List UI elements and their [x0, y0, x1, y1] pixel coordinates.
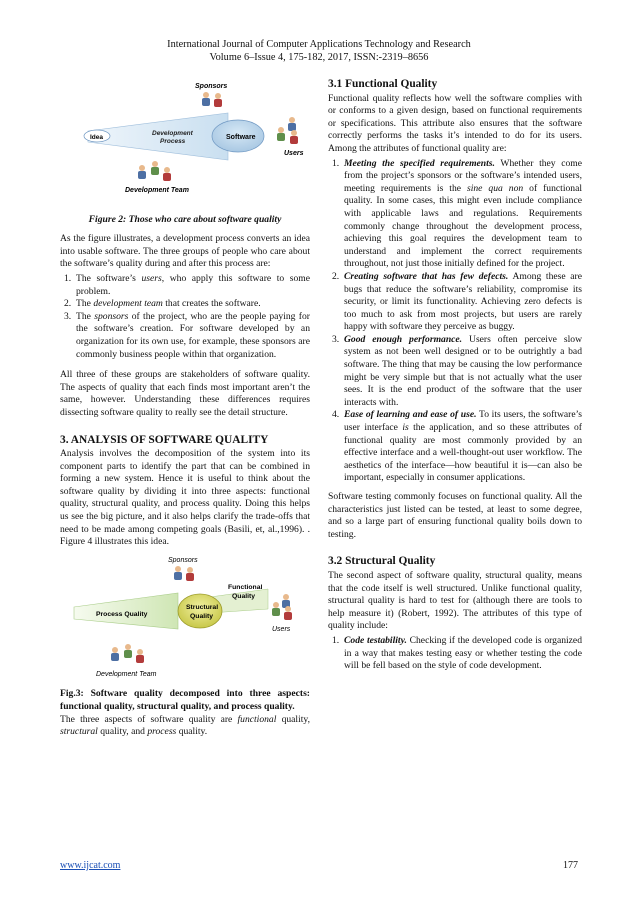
journal-volume: Volume 6–Issue 4, 175-182, 2017, ISSN:-2319–8656 [209, 52, 429, 63]
stakeholder-list [60, 273, 310, 361]
fig3-users-label: Users [272, 625, 291, 633]
stakeholder-paragraph: All three of these groups are stakeholders of software quality. The aspects of quality that each finds most important aren’t the same, however. Understanding these differences requires dissecting software quality to really see the detail structure. [60, 369, 310, 418]
figure-3-diagram [60, 549, 310, 684]
process-quality-label: Process Quality [96, 610, 148, 618]
functional-label-2: Quality [232, 592, 256, 600]
functional-quality-intro: Functional quality reflects how well the software complies with or conforms to a given design, based on functional requirements or specifications. This attribute also ensures that the software correctly performs the tasks it’s intended to do for its users. Among the attributes of functional quality are: [328, 92, 582, 154]
figure-2 [60, 78, 310, 226]
list-item: 1. Code testability. Checking if the developed code is organized in a way that makes testing easy or whether testing the code will be fell based on the style of code development. [332, 634, 582, 672]
development-team-icon [111, 644, 144, 663]
figure-2-caption: Figure 2: Those who care about software quality [88, 213, 282, 225]
figure-intro-paragraph: As the figure illustrates, a development process converts an idea into usable software. The three groups of people who care about the software’s quality during and after this process are: [60, 233, 310, 270]
sponsor-people-icon [174, 566, 194, 581]
list-item: 3. The sponsors of the project, who are the people paying for the software’s creation. For software developed by an organization for its own use, for example, these sponsors are commonly business people within that organization. [64, 310, 310, 360]
software-label: Software [226, 134, 256, 141]
analysis-paragraph: Analysis involves the decomposition of the system into its component parts to identify the part that can be combined in forming a new system. Hence it is useful to think about the software quality by dividing it into three aspects: functional quality, structural quality, and process quality. Doing this helps us see the big picture, and it also helps clarify the trade-offs that need to be made among competing goals (Basili, et, al.,1996). . Figure 4 illustrates this idea. [60, 448, 310, 548]
fig2-users-label: Users [284, 150, 304, 157]
structural-label-2: Quality [190, 612, 214, 620]
left-column [60, 78, 310, 739]
closing-paragraph: The three aspects of software quality are functional quality, structural quality, and process quality. [60, 713, 310, 738]
structural-quality-ellipse [178, 594, 222, 628]
fig2-dev-team-label: Development Team [125, 187, 189, 194]
journal-header [0, 38, 638, 64]
functional-label-1: Functional [228, 583, 263, 591]
structural-attributes-list [328, 635, 582, 673]
list-item: 2. The development team that creates the software. [64, 298, 261, 310]
page-number: 177 [563, 860, 578, 871]
journal-title: International Journal of Computer Applications Technology and Research [167, 39, 471, 50]
fig2-sponsors-label: Sponsors [195, 83, 228, 90]
list-item: 3. Good enough performance. Users often perceive slow system as not been well designed or to be outrightly a bad software. The thing that may be causing the low performance might be very simple but that is not actually what the user sees. It is the end product of the software that the user interacts with. [332, 333, 582, 408]
testing-paragraph: Software testing commonly focuses on functional quality. All the characteristics just listed can be tested, at least to some degree, and so a large part of ensuring functional quality boils down to testing. [328, 491, 582, 540]
list-item: 1. Meeting the specified requirements. Whether they come from the project’s sponsors or the software’s intended users, meeting requirements is the sine qua non of functional quality. In some cases, this might even include compliance with applicable laws and regulations. Requirements commonly change throughout the development process, achieving this goal requires the development team to understand and implement the correct requirements throughout, not just those initially defined for the project. [332, 157, 583, 270]
section-3-2-heading: 3.2 Structural Quality [328, 555, 436, 568]
section-3-1-heading: 3.1 Functional Quality [328, 78, 438, 90]
list-item: 4. Ease of learning and ease of use. To its users, the software’s user interface is the application, and so these attributes of functional quality are most commonly provided by an effective interface and a well-thought-out user workflow. The aesthetics of the interface—how beautiful it is—can also be important, especially in consumer applications. [332, 409, 582, 484]
list-item: 1. The software’s users, who apply this software to some problem. [64, 272, 310, 297]
figure-3 [60, 549, 310, 689]
functional-attributes-list [328, 158, 582, 485]
right-column [328, 78, 582, 673]
figure-2-diagram [60, 78, 310, 203]
idea-label: Idea [90, 134, 104, 141]
development-team-icon [138, 161, 171, 181]
dev-process-label-2: Process [160, 138, 186, 145]
fig3-sponsors-label: Sponsors [168, 556, 198, 564]
journal-website-link[interactable]: www.ijcat.com [60, 860, 121, 871]
user-people-icon [277, 117, 298, 144]
section-3-heading: 3. ANALYSIS OF SOFTWARE QUALITY [60, 433, 269, 446]
figure-3-caption: Fig.3: Software quality decomposed into three aspects: functional quality, structural quality, and process quality. [60, 688, 310, 713]
structural-label-1: Structural [186, 603, 219, 611]
structural-quality-intro: The second aspect of software quality, structural quality, means that the code itself is well structured. Unlike functional quality, structural quality is hard to test for (although there are tools to help measure it) (Robert, 1992). The attributes of this type of quality include: [328, 569, 582, 632]
fig3-dev-team-label: Development Team [96, 670, 157, 678]
list-item: 2. Creating software that has few defects. Among these are bugs that reduce the software’s reliability, compromise its security, or limit its functionality. Achieving zero defects is too much to ask from most projects, but users are rarely happy with software they perceive as buggy. [332, 270, 583, 333]
dev-process-label-1: Development [152, 130, 193, 137]
sponsor-people-icon [202, 92, 222, 107]
user-people-icon [272, 594, 292, 620]
